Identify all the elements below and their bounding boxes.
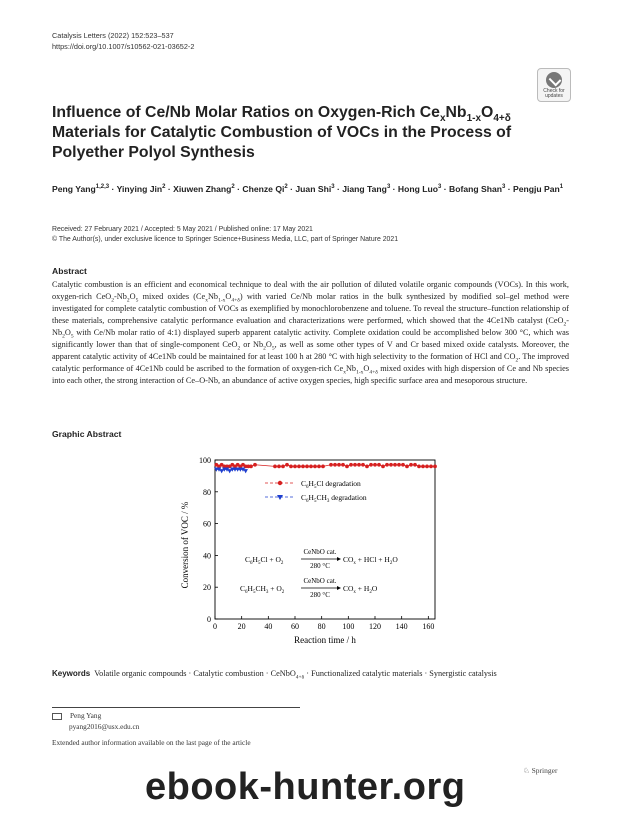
graphic-abstract-heading: Graphic Abstract bbox=[52, 429, 122, 439]
data-point-series-0 bbox=[369, 463, 373, 467]
reaction-2-products: $CO_x + H_2O$ bbox=[343, 584, 378, 595]
data-point-series-0 bbox=[309, 464, 313, 468]
data-point-series-0 bbox=[297, 464, 301, 468]
data-point-series-0 bbox=[393, 463, 397, 467]
reaction-2-reactants: $C_6H_5CH_3 + O_2$ bbox=[240, 584, 285, 595]
data-point-series-0 bbox=[377, 463, 381, 467]
data-point-series-0 bbox=[401, 463, 405, 467]
data-point-series-0 bbox=[313, 464, 317, 468]
author[interactable]: Xiuwen Zhang$^2$ bbox=[173, 183, 235, 194]
check-icon bbox=[546, 72, 562, 88]
publisher-logo: ♘ Springer bbox=[523, 766, 558, 775]
data-point-series-0 bbox=[253, 463, 257, 467]
data-point-series-0 bbox=[385, 463, 389, 467]
legend-label-toluene: $C_6H_5CH_3$ degradation bbox=[301, 493, 367, 504]
data-point-series-0 bbox=[293, 464, 297, 468]
author[interactable]: Chenze Qi$^2$ bbox=[242, 183, 288, 194]
author[interactable]: Peng Yang$^{1,2,3}$ bbox=[52, 183, 110, 194]
x-tick-label: 0 bbox=[213, 622, 217, 631]
x-tick-label: 100 bbox=[342, 622, 355, 631]
legend bbox=[265, 479, 367, 504]
data-point-series-0 bbox=[341, 463, 345, 467]
data-point-series-0 bbox=[397, 463, 401, 467]
data-point-series-0 bbox=[305, 464, 309, 468]
data-point-series-0 bbox=[333, 463, 337, 467]
journal-citation: Catalysis Letters (2022) 152:523–537 bbox=[52, 31, 174, 40]
check-for-updates-badge[interactable] bbox=[537, 68, 571, 102]
received-dates: Received: 27 February 2021 / Accepted: 5 May 2021 / Published online: 17 May 2021 bbox=[52, 226, 313, 233]
data-point-series-0 bbox=[345, 464, 349, 468]
data-point-series-0 bbox=[277, 464, 281, 468]
data-point-series-0 bbox=[273, 464, 277, 468]
y-tick-label: 100 bbox=[199, 456, 211, 465]
data-point-series-0 bbox=[301, 464, 305, 468]
x-tick-label: 140 bbox=[395, 622, 408, 631]
reaction-2 bbox=[240, 577, 378, 599]
y-tick-label: 80 bbox=[203, 487, 211, 497]
y-tick-label: 60 bbox=[203, 519, 211, 529]
author[interactable]: Jiang Tang$^3$ bbox=[342, 183, 391, 194]
badge-label: Check for updates bbox=[543, 88, 565, 99]
copyright-line: © The Author(s), under exclusive licence to Springer Science+Business Media, LLC, part of Springer Nature 2021 bbox=[52, 236, 399, 243]
x-tick-label: 40 bbox=[264, 622, 273, 631]
author[interactable]: Pengju Pan$^1$ bbox=[512, 183, 564, 194]
y-tick-label: 40 bbox=[203, 551, 211, 561]
abstract-text: Catalytic combustion is an efficient and economical technique to deal with the air pollution of diluted volatile organic compounds (VOCs). In this work, oxygen-rich $CeO_2-Nb_2O_5$ mixed oxides $(Ce_xNb_{1-x}O_{4+\delta})$ with varied Ce/Nb molar ratios in the bulk synthesized by modified sol–gel method were investigated for complete catalytic combustion of VOCs as exemplified by monochlorobenzene and toluene. To reveal the structure–function relationship of these materials, comprehensive catalytic performance evaluation and characterizations were performed, which showed that the 4Ce1Nb catalyst ($CeO_2-Nb_2O_5$ with Ce/Nb molar ratio of 4:1) displayed superb apparent catalytic activity. Complete oxidation could be accomplished below 300 °C, which was significantly lower than that of single-component CeO$_2$ or $Nb_2O_5$, as well as some other types of V and Cr based mixed oxide catalysts. Moreover, the apparent catalytic activity of 4Ce1Nb could be maintained for at least 100 h at 280 °C with high selectivity to the formation of HCl and $CO_2$. The improved catalytic performance of 4Ce1Nb could be ascribed to the formation of oxygen-rich $Ce_xNb_{1-x}O_{4+\delta}$ mixed oxides with high dispersion of Ce and Nb species into each other, the strong interaction of Ce–O-Nb, an abundance of active oxygen species, high specific surface area and mesoporous structure. bbox=[52, 280, 570, 385]
y-tick-label: 0 bbox=[207, 615, 211, 624]
reaction-1-temperature: 280 °C bbox=[310, 562, 330, 570]
data-point-series-0 bbox=[417, 464, 421, 468]
y-tick-label: 20 bbox=[203, 583, 211, 593]
x-axis-label: Reaction time / h bbox=[294, 635, 356, 645]
x-tick-label: 80 bbox=[317, 622, 326, 631]
reaction-1-reactants: $C_6H_5Cl + O_2$ bbox=[245, 555, 284, 566]
data-point-series-0 bbox=[373, 463, 377, 467]
author[interactable]: Yinying Jin$^2$ bbox=[116, 183, 166, 194]
corresponding-author bbox=[52, 711, 139, 732]
data-point-series-0 bbox=[409, 463, 413, 467]
data-point-series-0 bbox=[433, 464, 437, 468]
legend-marker-triangle bbox=[277, 495, 283, 500]
data-point-series-0 bbox=[281, 464, 285, 468]
x-tick-label: 160 bbox=[422, 622, 435, 631]
y-axis-label: Conversion of VOC / % bbox=[180, 501, 190, 589]
data-point-series-0 bbox=[249, 464, 253, 468]
data-point-series-0 bbox=[289, 464, 293, 468]
footnote-divider bbox=[52, 707, 300, 708]
data-point-series-0 bbox=[361, 463, 365, 467]
x-tick-label: 60 bbox=[291, 622, 299, 631]
data-point-series-0 bbox=[421, 464, 425, 468]
keywords: Keywords Volatile organic compounds · Catalytic combustion · CeNbO$_{4+\delta}$ · Functionalized catalytic materials · Synergistic catalysis bbox=[52, 669, 497, 681]
reaction-2-catalyst: CeNbO cat. bbox=[303, 577, 337, 585]
data-point-series-0 bbox=[425, 464, 429, 468]
data-point-series-0 bbox=[349, 463, 353, 467]
legend-label-chlorobenzene: $C_6H_5Cl$ degradation bbox=[301, 479, 361, 490]
article-title: Influence of Ce/Nb Molar Ratios on Oxygen-Rich $Ce_xNb_{1-x}O_{4+\delta}$ Materials for Catalytic Combustion of VOCs in the Process of Polyether Polyol Synthesis bbox=[52, 104, 512, 161]
data-point-series-0 bbox=[389, 463, 393, 467]
contact-name: Peng Yang bbox=[70, 711, 102, 720]
graphic-abstract-chart bbox=[180, 450, 450, 650]
data-point-series-0 bbox=[353, 463, 357, 467]
data-point-series-0 bbox=[357, 463, 361, 467]
legend-marker-circle bbox=[278, 481, 282, 485]
data-point-series-0 bbox=[329, 463, 333, 467]
watermark: ebook-hunter.org bbox=[145, 766, 466, 808]
reaction-1-catalyst: CeNbO cat. bbox=[303, 548, 337, 556]
reaction-1 bbox=[245, 548, 398, 570]
x-tick-label: 120 bbox=[369, 622, 381, 631]
x-tick-label: 20 bbox=[237, 622, 246, 631]
envelope-icon bbox=[52, 713, 62, 720]
author[interactable]: Juan Shi$^3$ bbox=[295, 183, 335, 194]
publication-dates bbox=[52, 225, 398, 245]
data-point-series-0 bbox=[317, 464, 321, 468]
doi-link[interactable]: https://doi.org/10.1007/s10562-021-03652-2 bbox=[52, 41, 195, 51]
reaction-2-temperature: 280 °C bbox=[310, 591, 330, 599]
data-point-series-0 bbox=[337, 463, 341, 467]
data-point-series-0 bbox=[381, 464, 385, 468]
author[interactable]: Bofang Shan$^3$ bbox=[449, 183, 506, 194]
reaction-1-products: $CO_x$ + HCl + $H_2O$ bbox=[343, 555, 398, 566]
extended-info-note: Extended author information available on the last page of the article bbox=[52, 738, 251, 747]
keywords-label: Keywords bbox=[52, 669, 91, 678]
data-point-series-0 bbox=[429, 464, 433, 468]
data-point-series-0 bbox=[321, 464, 325, 468]
journal-info bbox=[52, 31, 194, 52]
author-list: Peng Yang$^{1,2,3}$ · Yinying Jin$^2$ · Xiuwen Zhang$^2$ · Chenze $Qi^2$ · Juan Shi$^3$ · Jiang Tang$^3$ · Hong Luo$^3$ · Bofang Shan$^3$ · Pengju Pan$^1$ bbox=[52, 183, 564, 194]
contact-email[interactable]: pyang2016@usx.edu.cn bbox=[69, 721, 140, 731]
data-point-series-0 bbox=[405, 464, 409, 468]
author[interactable]: Hong Luo$^3$ bbox=[397, 183, 442, 194]
data-point-series-0 bbox=[285, 463, 289, 467]
data-point-series-0 bbox=[365, 464, 369, 468]
abstract-heading: Abstract bbox=[52, 266, 87, 276]
data-point-series-0 bbox=[413, 463, 417, 467]
data-point-series-1 bbox=[243, 469, 248, 473]
